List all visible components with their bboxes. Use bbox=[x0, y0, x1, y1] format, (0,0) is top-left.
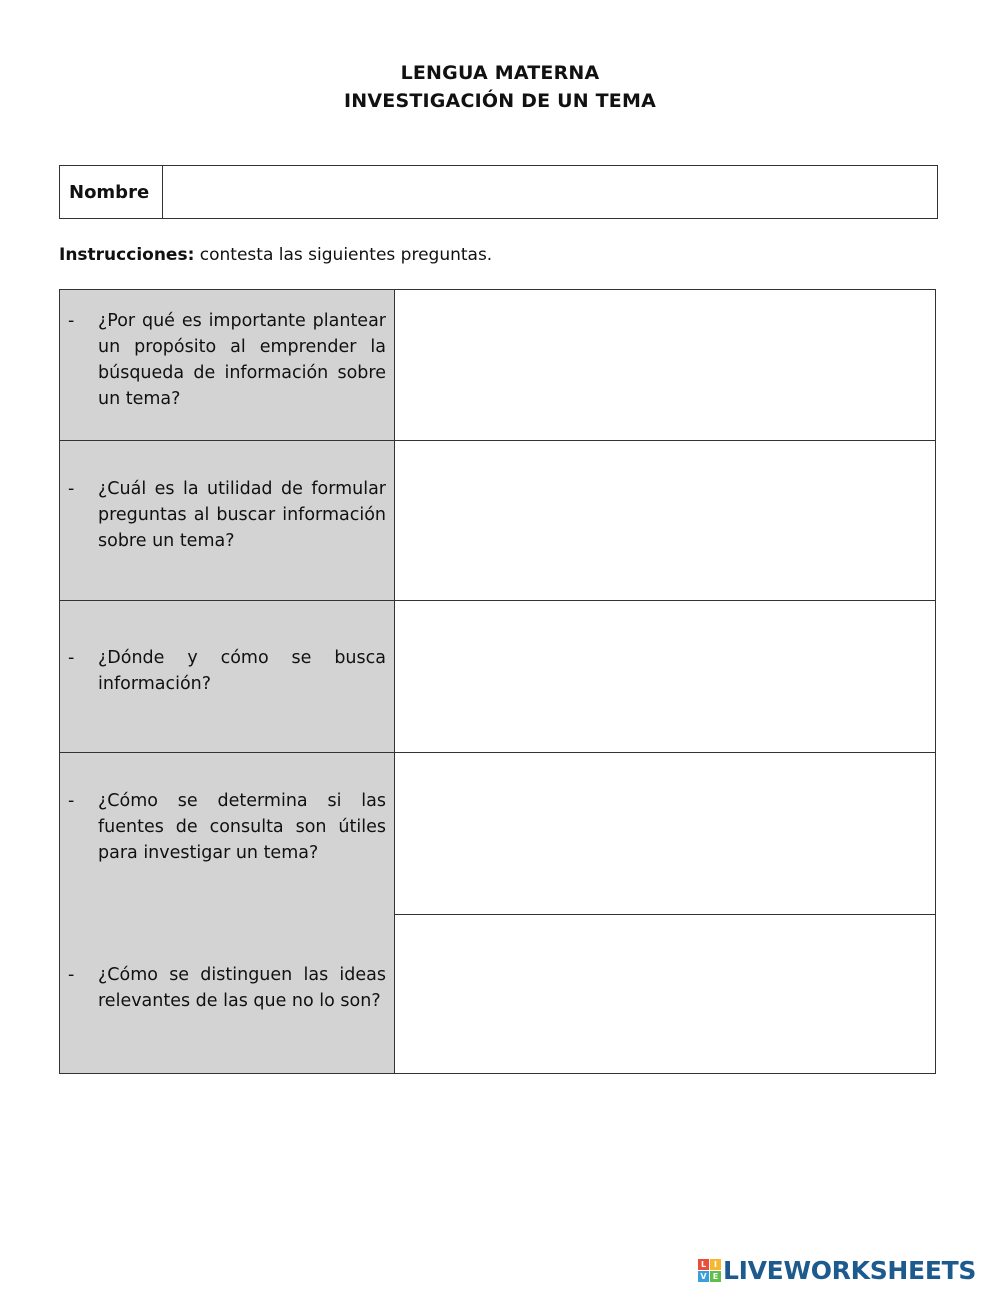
question-4-text: ¿Cómo se determina si las fuentes de consulta son útiles para investigar un tema? bbox=[98, 791, 386, 863]
question-2-bullet: - bbox=[68, 479, 75, 499]
question-3-text: ¿Dónde y cómo se busca información? bbox=[98, 648, 386, 694]
logo-text: LIVEWORKSHEETS bbox=[723, 1255, 977, 1285]
question-5-text: ¿Cómo se distinguen las ideas relevantes de las que no lo son? bbox=[98, 965, 386, 1011]
questions-table bbox=[59, 289, 936, 1074]
logo-tile: L bbox=[698, 1259, 709, 1270]
title-line-2: INVESTIGACIÓN DE UN TEMA bbox=[343, 90, 656, 112]
question-4-bullet: - bbox=[68, 791, 75, 811]
question-3-bullet: - bbox=[68, 648, 75, 668]
instructions-label: Instrucciones: bbox=[59, 245, 195, 265]
question-1 bbox=[60, 308, 386, 412]
name-box bbox=[59, 165, 938, 219]
answer-3-input[interactable] bbox=[396, 601, 936, 752]
question-2-text: ¿Cuál es la utilidad de formular preguntas al buscar información sobre un tema? bbox=[98, 479, 386, 551]
answer-2-input[interactable] bbox=[396, 441, 936, 600]
instructions-text: contesta las siguientes preguntas. bbox=[194, 245, 493, 265]
liveworksheets-logo bbox=[698, 1256, 976, 1284]
question-3 bbox=[60, 645, 386, 697]
question-1-text: ¿Por qué es importante plantear un propósito al emprender la búsqueda de información sobre un tema? bbox=[98, 311, 386, 409]
question-5 bbox=[60, 962, 386, 1014]
question-2 bbox=[60, 476, 386, 554]
question-4 bbox=[60, 788, 386, 866]
answer-5-input[interactable] bbox=[396, 915, 936, 1073]
logo-tile: I bbox=[710, 1259, 721, 1270]
question-5-bullet: - bbox=[68, 965, 75, 985]
name-input[interactable] bbox=[163, 166, 937, 218]
instructions bbox=[59, 245, 492, 265]
logo-grid-icon bbox=[698, 1259, 721, 1282]
answer-4-input[interactable] bbox=[396, 753, 936, 914]
logo-tile: V bbox=[698, 1271, 709, 1282]
name-label: Nombre bbox=[60, 166, 163, 218]
answer-1-input[interactable] bbox=[396, 290, 936, 440]
question-1-bullet: - bbox=[68, 311, 75, 331]
logo-tile: E bbox=[710, 1271, 721, 1282]
title-line-1: LENGUA MATERNA bbox=[400, 62, 600, 84]
